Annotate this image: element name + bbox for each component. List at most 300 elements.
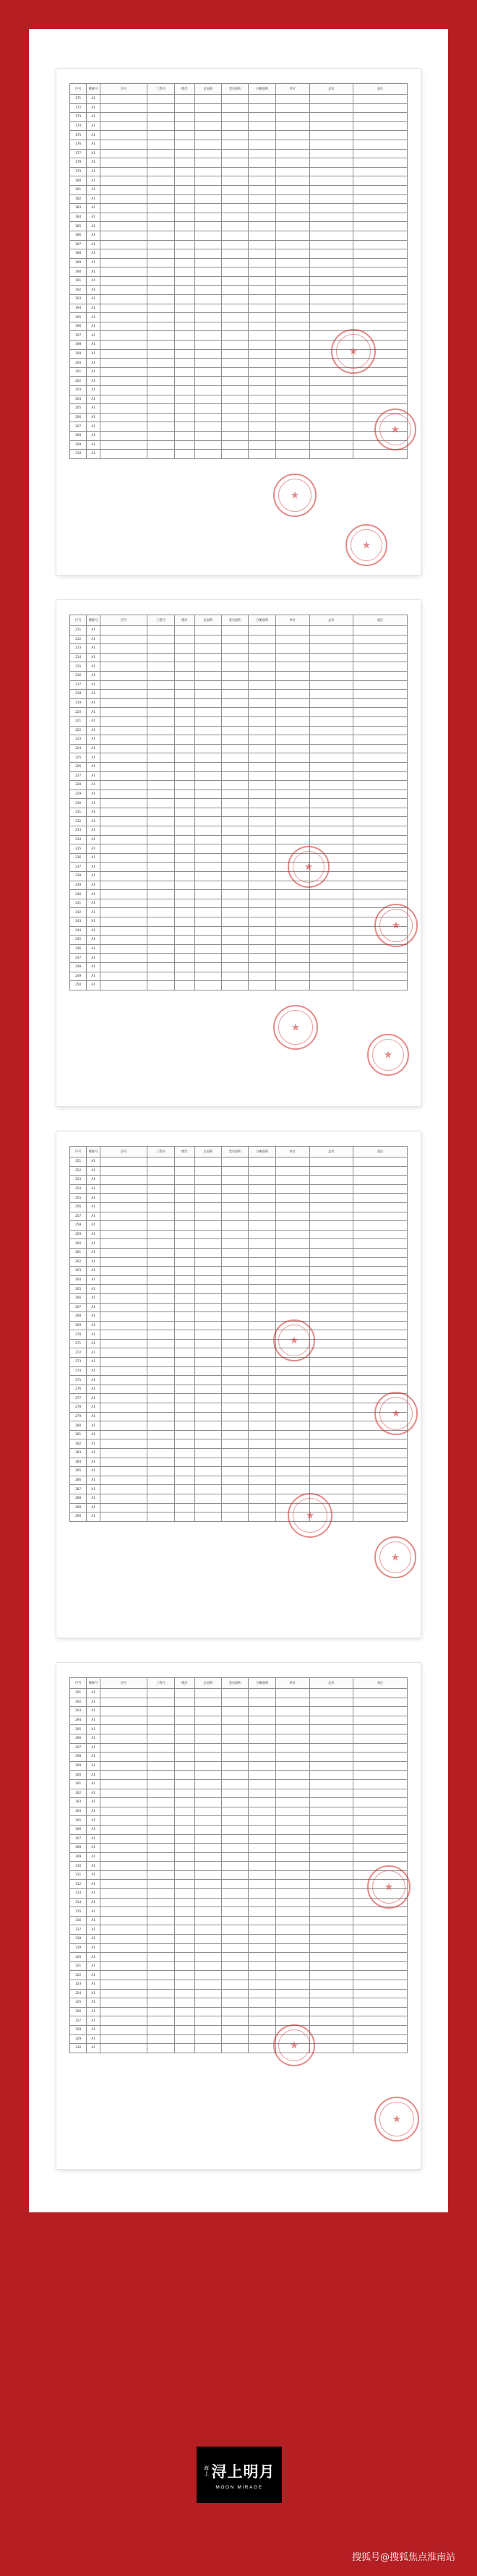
table-cell — [147, 890, 174, 899]
table-cell — [100, 1503, 147, 1512]
table-cell: A1 — [87, 231, 100, 240]
table-cell — [353, 240, 408, 249]
column-header: 总面积 — [194, 84, 221, 95]
table-cell: 326 — [70, 2007, 87, 2016]
table-cell — [275, 771, 309, 781]
table-cell — [353, 1943, 408, 1953]
table-cell — [309, 926, 353, 936]
table-cell — [100, 1689, 147, 1698]
table-cell: A1 — [87, 1807, 100, 1816]
table-cell: 208 — [70, 431, 87, 440]
table-cell — [147, 1707, 174, 1716]
table-cell — [249, 450, 275, 459]
table-cell — [249, 1798, 275, 1807]
table-cell — [353, 708, 408, 717]
table-cell — [194, 1476, 221, 1485]
table-cell — [275, 1935, 309, 1944]
table-cell — [174, 908, 194, 917]
table-cell — [222, 395, 249, 404]
table-cell — [249, 744, 275, 753]
table-cell: 172 — [70, 103, 87, 113]
table-cell: A1 — [87, 167, 100, 176]
table-cell — [174, 890, 194, 899]
table-cell — [174, 1321, 194, 1330]
table-cell — [222, 1257, 249, 1267]
table-cell: A1 — [87, 1953, 100, 1962]
table-cell — [249, 1834, 275, 1844]
table-cell — [100, 881, 147, 890]
table-cell — [309, 1816, 353, 1826]
table-cell — [100, 808, 147, 817]
table-cell: 293 — [70, 1707, 87, 1716]
table-cell — [194, 349, 221, 359]
table-cell — [309, 1221, 353, 1231]
table-cell — [100, 377, 147, 386]
table-cell — [100, 1166, 147, 1176]
table-cell — [309, 1485, 353, 1494]
table-cell — [353, 1176, 408, 1185]
table-cell — [100, 1907, 147, 1917]
table-cell: A1 — [87, 1285, 100, 1294]
table-cell — [174, 1753, 194, 1762]
table-cell — [353, 1449, 408, 1458]
table-cell — [174, 1176, 194, 1185]
table-cell — [222, 1771, 249, 1780]
table-cell — [194, 2007, 221, 2016]
column-header: 单价 — [275, 1147, 309, 1158]
table-cell — [222, 1312, 249, 1322]
table-cell — [275, 95, 309, 104]
table-cell — [249, 671, 275, 680]
table-cell: 252 — [70, 1166, 87, 1176]
table-cell — [147, 1312, 174, 1322]
table-cell — [174, 1943, 194, 1953]
table-cell — [100, 131, 147, 140]
table-cell: A1 — [87, 1961, 100, 1971]
table-cell: A1 — [87, 176, 100, 186]
table-cell: 203 — [70, 386, 87, 395]
table-cell — [275, 671, 309, 680]
table-cell — [309, 881, 353, 890]
table-cell — [194, 662, 221, 672]
table-cell — [147, 962, 174, 972]
table-cell: 315 — [70, 1907, 87, 1917]
table-header-row — [70, 615, 408, 626]
table-cell: A1 — [87, 1998, 100, 2008]
table-cell — [309, 1935, 353, 1944]
table-cell — [147, 735, 174, 745]
table-cell — [147, 917, 174, 927]
table-cell — [249, 185, 275, 194]
table-cell: A1 — [87, 1798, 100, 1807]
table-cell — [194, 1980, 221, 1990]
table-cell — [174, 1158, 194, 1167]
table-cell — [194, 1430, 221, 1439]
table-cell — [194, 1321, 221, 1330]
table-cell — [100, 926, 147, 936]
table-cell — [275, 1961, 309, 1971]
table-cell — [194, 1394, 221, 1403]
table-cell — [353, 1221, 408, 1231]
table-cell — [194, 331, 221, 341]
table-cell — [194, 890, 221, 899]
table-cell: A1 — [87, 1166, 100, 1176]
table-cell — [249, 726, 275, 735]
table-cell: A1 — [87, 962, 100, 972]
table-cell — [309, 1476, 353, 1485]
table-cell — [309, 671, 353, 680]
table-cell — [174, 944, 194, 954]
table-cell: 278 — [70, 1403, 87, 1413]
table-header-row — [70, 1147, 408, 1158]
table-cell — [275, 349, 309, 359]
table-cell — [275, 249, 309, 259]
table-cell — [100, 422, 147, 432]
table-row — [70, 744, 408, 753]
document-page — [56, 1131, 421, 1638]
table-cell: 324 — [70, 1989, 87, 1998]
table-cell — [194, 1825, 221, 1834]
table-cell — [249, 1239, 275, 1249]
table-cell: A1 — [87, 1403, 100, 1413]
table-cell: A1 — [87, 95, 100, 104]
table-cell — [249, 1935, 275, 1944]
table-cell — [309, 1494, 353, 1503]
table-cell — [147, 1916, 174, 1925]
table-cell — [309, 1798, 353, 1807]
table-cell — [194, 908, 221, 917]
table-cell — [147, 95, 174, 104]
table-cell — [275, 113, 309, 122]
table-cell — [275, 2016, 309, 2026]
column-header: 房号 — [100, 615, 147, 626]
table-row — [70, 313, 408, 322]
table-cell — [147, 1202, 174, 1212]
table-cell — [275, 1807, 309, 1816]
table-cell: 183 — [70, 204, 87, 213]
column-header: 备注 — [353, 1147, 408, 1158]
table-cell — [275, 708, 309, 717]
table-cell — [309, 1412, 353, 1421]
table-cell — [100, 1743, 147, 1753]
table-row — [70, 440, 408, 450]
table-cell — [222, 1358, 249, 1367]
table-cell — [353, 1358, 408, 1367]
table-cell — [222, 762, 249, 771]
table-cell — [174, 1889, 194, 1899]
table-cell: A1 — [87, 331, 100, 341]
table-cell — [174, 231, 194, 240]
table-cell — [309, 268, 353, 277]
table-row — [70, 1980, 408, 1990]
table-cell — [309, 258, 353, 268]
table-cell — [275, 222, 309, 231]
table-row — [70, 1916, 408, 1925]
column-header: 楼栋号 — [87, 615, 100, 626]
table-cell — [309, 1248, 353, 1257]
table-cell — [194, 1707, 221, 1716]
table-cell — [249, 322, 275, 331]
table-cell — [194, 1293, 221, 1303]
table-cell — [100, 1449, 147, 1458]
table-cell — [147, 1798, 174, 1807]
table-cell — [353, 1303, 408, 1312]
table-cell — [222, 1961, 249, 1971]
table-cell: A1 — [87, 185, 100, 194]
table-cell — [309, 1725, 353, 1734]
table-cell — [147, 1889, 174, 1899]
table-row — [70, 662, 408, 672]
table-cell — [249, 286, 275, 295]
table-cell — [194, 1467, 221, 1476]
table-cell — [194, 295, 221, 304]
table-cell — [174, 450, 194, 459]
table-cell — [309, 1449, 353, 1458]
table-cell — [249, 762, 275, 771]
table-cell: 176 — [70, 140, 87, 149]
table-cell — [309, 1961, 353, 1971]
table-cell — [174, 954, 194, 963]
table-cell — [100, 204, 147, 213]
column-header: 楼层 — [174, 1147, 194, 1158]
table-cell: A1 — [87, 1816, 100, 1826]
table-cell — [353, 1916, 408, 1925]
table-cell — [275, 395, 309, 404]
table-cell: A1 — [87, 1779, 100, 1789]
table-header-row — [70, 1678, 408, 1689]
table-row — [70, 1421, 408, 1431]
table-cell — [222, 844, 249, 854]
table-cell — [249, 1212, 275, 1221]
table-cell: A1 — [87, 1870, 100, 1880]
table-row — [70, 908, 408, 917]
table-row — [70, 1267, 408, 1276]
table-cell — [222, 1916, 249, 1925]
table-cell — [194, 404, 221, 414]
table-cell — [100, 322, 147, 331]
table-cell — [147, 1485, 174, 1494]
table-cell — [353, 1385, 408, 1394]
table-cell — [222, 450, 249, 459]
table-cell — [249, 844, 275, 854]
table-cell — [309, 213, 353, 222]
table-cell: A1 — [87, 1862, 100, 1871]
table-cell — [309, 962, 353, 972]
table-cell: 200 — [70, 359, 87, 368]
table-row — [70, 1734, 408, 1743]
table-row — [70, 1303, 408, 1312]
table-cell — [353, 1158, 408, 1167]
table-cell — [353, 1880, 408, 1889]
table-cell — [174, 1412, 194, 1421]
table-cell — [275, 1158, 309, 1167]
table-cell — [194, 1512, 221, 1522]
table-cell — [174, 799, 194, 808]
table-cell — [275, 1880, 309, 1889]
table-cell — [309, 1825, 353, 1834]
table-row — [70, 2034, 408, 2044]
table-cell: A1 — [87, 158, 100, 168]
table-cell — [249, 1385, 275, 1394]
table-cell — [147, 1467, 174, 1476]
table-cell — [194, 1725, 221, 1734]
table-cell — [222, 404, 249, 414]
table-cell — [353, 204, 408, 213]
table-cell: 297 — [70, 1743, 87, 1753]
table-cell — [309, 2034, 353, 2044]
table-cell — [147, 1394, 174, 1403]
table-cell — [353, 2016, 408, 2026]
table-cell — [222, 662, 249, 672]
table-cell — [309, 781, 353, 790]
table-cell: A1 — [87, 1358, 100, 1367]
table-cell: 270 — [70, 1330, 87, 1340]
table-cell — [353, 1293, 408, 1303]
table-cell: 290 — [70, 1512, 87, 1522]
table-cell — [174, 204, 194, 213]
table-cell — [309, 1376, 353, 1385]
table-cell — [222, 103, 249, 113]
price-table — [69, 1146, 408, 1522]
table-cell — [353, 1257, 408, 1267]
table-cell — [174, 1212, 194, 1221]
table-cell — [174, 716, 194, 726]
table-cell — [249, 1394, 275, 1403]
table-cell — [353, 313, 408, 322]
table-cell — [174, 899, 194, 908]
table-cell — [222, 1989, 249, 1998]
table-cell — [174, 2016, 194, 2026]
table-cell — [174, 1834, 194, 1844]
table-cell — [222, 1834, 249, 1844]
table-cell — [100, 341, 147, 350]
table-cell: 250 — [70, 981, 87, 990]
table-cell — [309, 1862, 353, 1871]
table-cell — [194, 826, 221, 836]
table-cell — [194, 222, 221, 231]
table-cell — [249, 790, 275, 799]
table-cell — [174, 1385, 194, 1394]
table-cell — [194, 1248, 221, 1257]
table-cell: 239 — [70, 881, 87, 890]
table-cell — [147, 790, 174, 799]
table-cell: A1 — [87, 908, 100, 917]
table-cell — [222, 690, 249, 699]
table-cell — [222, 1485, 249, 1494]
table-cell — [309, 1834, 353, 1844]
table-cell — [222, 635, 249, 644]
table-cell: 272 — [70, 1348, 87, 1358]
table-cell — [147, 258, 174, 268]
table-cell — [249, 1753, 275, 1762]
table-cell — [222, 1293, 249, 1303]
table-cell — [249, 954, 275, 963]
table-cell — [147, 1476, 174, 1485]
table-cell — [194, 231, 221, 240]
table-cell — [147, 1421, 174, 1431]
table-cell — [100, 1412, 147, 1421]
table-cell: A1 — [87, 1761, 100, 1771]
table-cell — [309, 1358, 353, 1367]
table-cell — [100, 331, 147, 341]
table-cell: 292 — [70, 1698, 87, 1707]
table-cell — [309, 690, 353, 699]
table-cell — [249, 158, 275, 168]
table-cell: 256 — [70, 1202, 87, 1212]
column-header: 备注 — [353, 1678, 408, 1689]
table-cell — [100, 395, 147, 404]
table-cell — [194, 386, 221, 395]
table-cell — [249, 781, 275, 790]
table-cell — [353, 981, 408, 990]
table-cell — [309, 1312, 353, 1322]
table-cell: A1 — [87, 1275, 100, 1285]
table-row — [70, 1689, 408, 1698]
table-cell — [194, 1403, 221, 1413]
table-cell — [309, 1852, 353, 1862]
table-cell — [222, 872, 249, 881]
table-cell — [222, 349, 249, 359]
table-cell: A1 — [87, 386, 100, 395]
table-cell — [174, 1376, 194, 1385]
table-row — [70, 167, 408, 176]
table-row — [70, 1834, 408, 1844]
table-cell — [147, 771, 174, 781]
table-cell — [275, 1743, 309, 1753]
table-row — [70, 304, 408, 313]
table-cell: 216 — [70, 671, 87, 680]
table-cell — [174, 1807, 194, 1816]
table-cell — [147, 872, 174, 881]
table-cell: A1 — [87, 2044, 100, 2053]
table-cell — [222, 213, 249, 222]
table-cell — [174, 359, 194, 368]
table-cell — [147, 1998, 174, 2008]
table-cell — [249, 2007, 275, 2016]
table-cell — [309, 422, 353, 432]
table-cell — [275, 1458, 309, 1467]
table-cell — [222, 1366, 249, 1376]
table-cell — [309, 1230, 353, 1239]
column-header: 房号 — [100, 1147, 147, 1158]
table-cell — [249, 1862, 275, 1871]
table-cell — [249, 1430, 275, 1439]
table-cell: 261 — [70, 1248, 87, 1257]
table-row — [70, 872, 408, 881]
table-row — [70, 1907, 408, 1917]
table-cell — [174, 2025, 194, 2034]
document-page — [56, 1663, 421, 2169]
table-cell — [353, 635, 408, 644]
table-cell: 218 — [70, 690, 87, 699]
table-cell — [222, 626, 249, 636]
table-cell: A1 — [87, 890, 100, 899]
table-cell — [353, 2044, 408, 2053]
table-cell — [147, 1285, 174, 1294]
table-cell — [309, 790, 353, 799]
table-row — [70, 149, 408, 158]
table-cell — [249, 1376, 275, 1385]
table-cell — [174, 331, 194, 341]
table-cell — [353, 1816, 408, 1826]
table-cell — [100, 1844, 147, 1853]
table-cell: A1 — [87, 662, 100, 672]
table-cell — [249, 835, 275, 844]
table-cell — [147, 753, 174, 763]
table-cell: A1 — [87, 1312, 100, 1322]
table-cell — [174, 1725, 194, 1734]
table-cell — [174, 295, 194, 304]
